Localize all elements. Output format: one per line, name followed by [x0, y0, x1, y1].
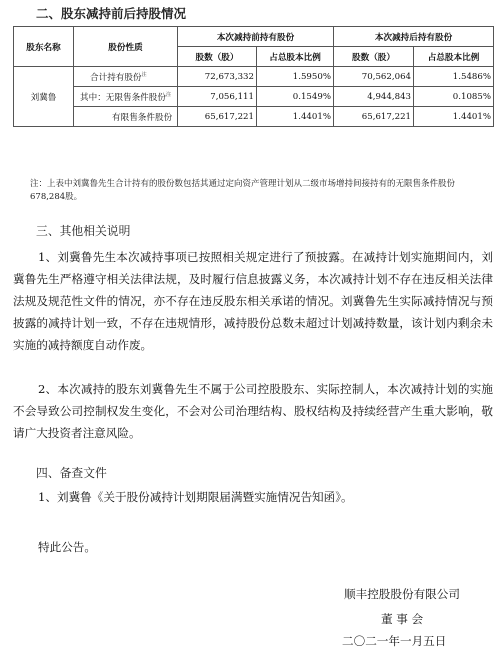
- holder-name: 刘冀鲁: [14, 67, 74, 127]
- row-before-shares: 65,617,221: [178, 107, 257, 127]
- table-row: [14, 67, 494, 87]
- section-4-item-1: 1、刘冀鲁《关于股份减持计划期限届满暨实施情况告知函》。: [38, 490, 353, 504]
- company-name: 顺丰控股股份有限公司: [344, 587, 460, 601]
- closing-statement: 特此公告。: [38, 540, 96, 554]
- row-after-ratio: 0.1085%: [414, 87, 494, 107]
- row-after-shares: 70,562,064: [334, 67, 414, 87]
- section-3-title: 三、其他相关说明: [36, 224, 131, 238]
- row-after-ratio: 1.4401%: [414, 107, 494, 127]
- header-before: 本次减持前持有股份: [178, 27, 334, 47]
- shareholding-table: [13, 26, 494, 127]
- table-row: [14, 107, 494, 127]
- row-nature: 合计持有股份$^注$: [74, 67, 178, 87]
- subheader-before-shares: 股数（股）: [178, 47, 257, 67]
- section-4-title: 四、备查文件: [36, 466, 107, 480]
- board-signature: 董 事 会: [381, 612, 424, 626]
- table-note: 注：上表中刘冀鲁先生合计持有的股份数包括其通过定向资产管理计划从二级市场增持间接持有的无限售条件股份678,284股。: [30, 179, 456, 202]
- header-nature: 股份性质: [74, 27, 178, 67]
- subheader-after-ratio: 占总股本比例: [414, 47, 494, 67]
- row-before-shares: 72,673,332: [178, 67, 257, 87]
- section-2-title: 二、股东减持前后持股情况: [36, 6, 187, 21]
- row-before-ratio: 1.4401%: [257, 107, 334, 127]
- section-3-paragraph-2: 2、本次减持的股东刘冀鲁先生不属于公司控股股东、实际控制人，本次减持计划的实施不会导致公司控制权发生变化，不会对公司治理结构、股权结构及持续经营产生重大影响，敬请广大投资者注意风险。: [13, 382, 493, 440]
- row-before-shares: 7,056,111: [178, 87, 257, 107]
- row-nature: 有限售条件股份: [74, 107, 178, 127]
- header-after: 本次减持后持有股份: [334, 27, 494, 47]
- table-header-row: [14, 27, 494, 47]
- section-3-paragraph-1: 1、刘冀鲁先生本次减持事项已按照相关规定进行了预披露。在减持计划实施期间内，刘冀鲁先生严格遵守相关法律法规，及时履行信息披露义务，本次减持计划不存在违反相关法律法规及规范性文件的情况，亦不存在违反股东相关承诺的情况。刘冀鲁先生实际减持情况与预披露的减持计划一致，不存在违规情形，减持股份总数未超过计划减持数量，该计划内剩余未实施的减持额度自动作废。: [13, 250, 493, 352]
- row-after-ratio: 1.5486%: [414, 67, 494, 87]
- row-before-ratio: 1.5950%: [257, 67, 334, 87]
- row-nature: 其中：无限售条件股份$^注$: [74, 87, 178, 107]
- row-after-shares: 4,944,843: [334, 87, 414, 107]
- announcement-date: 二〇二一年一月五日: [342, 634, 447, 648]
- row-after-shares: 65,617,221: [334, 107, 414, 127]
- table-row: [14, 87, 494, 107]
- subheader-before-ratio: 占总股本比例: [257, 47, 334, 67]
- row-before-ratio: 0.1549%: [257, 87, 334, 107]
- subheader-after-shares: 股数（股）: [334, 47, 414, 67]
- header-holder: 股东名称: [14, 27, 74, 67]
